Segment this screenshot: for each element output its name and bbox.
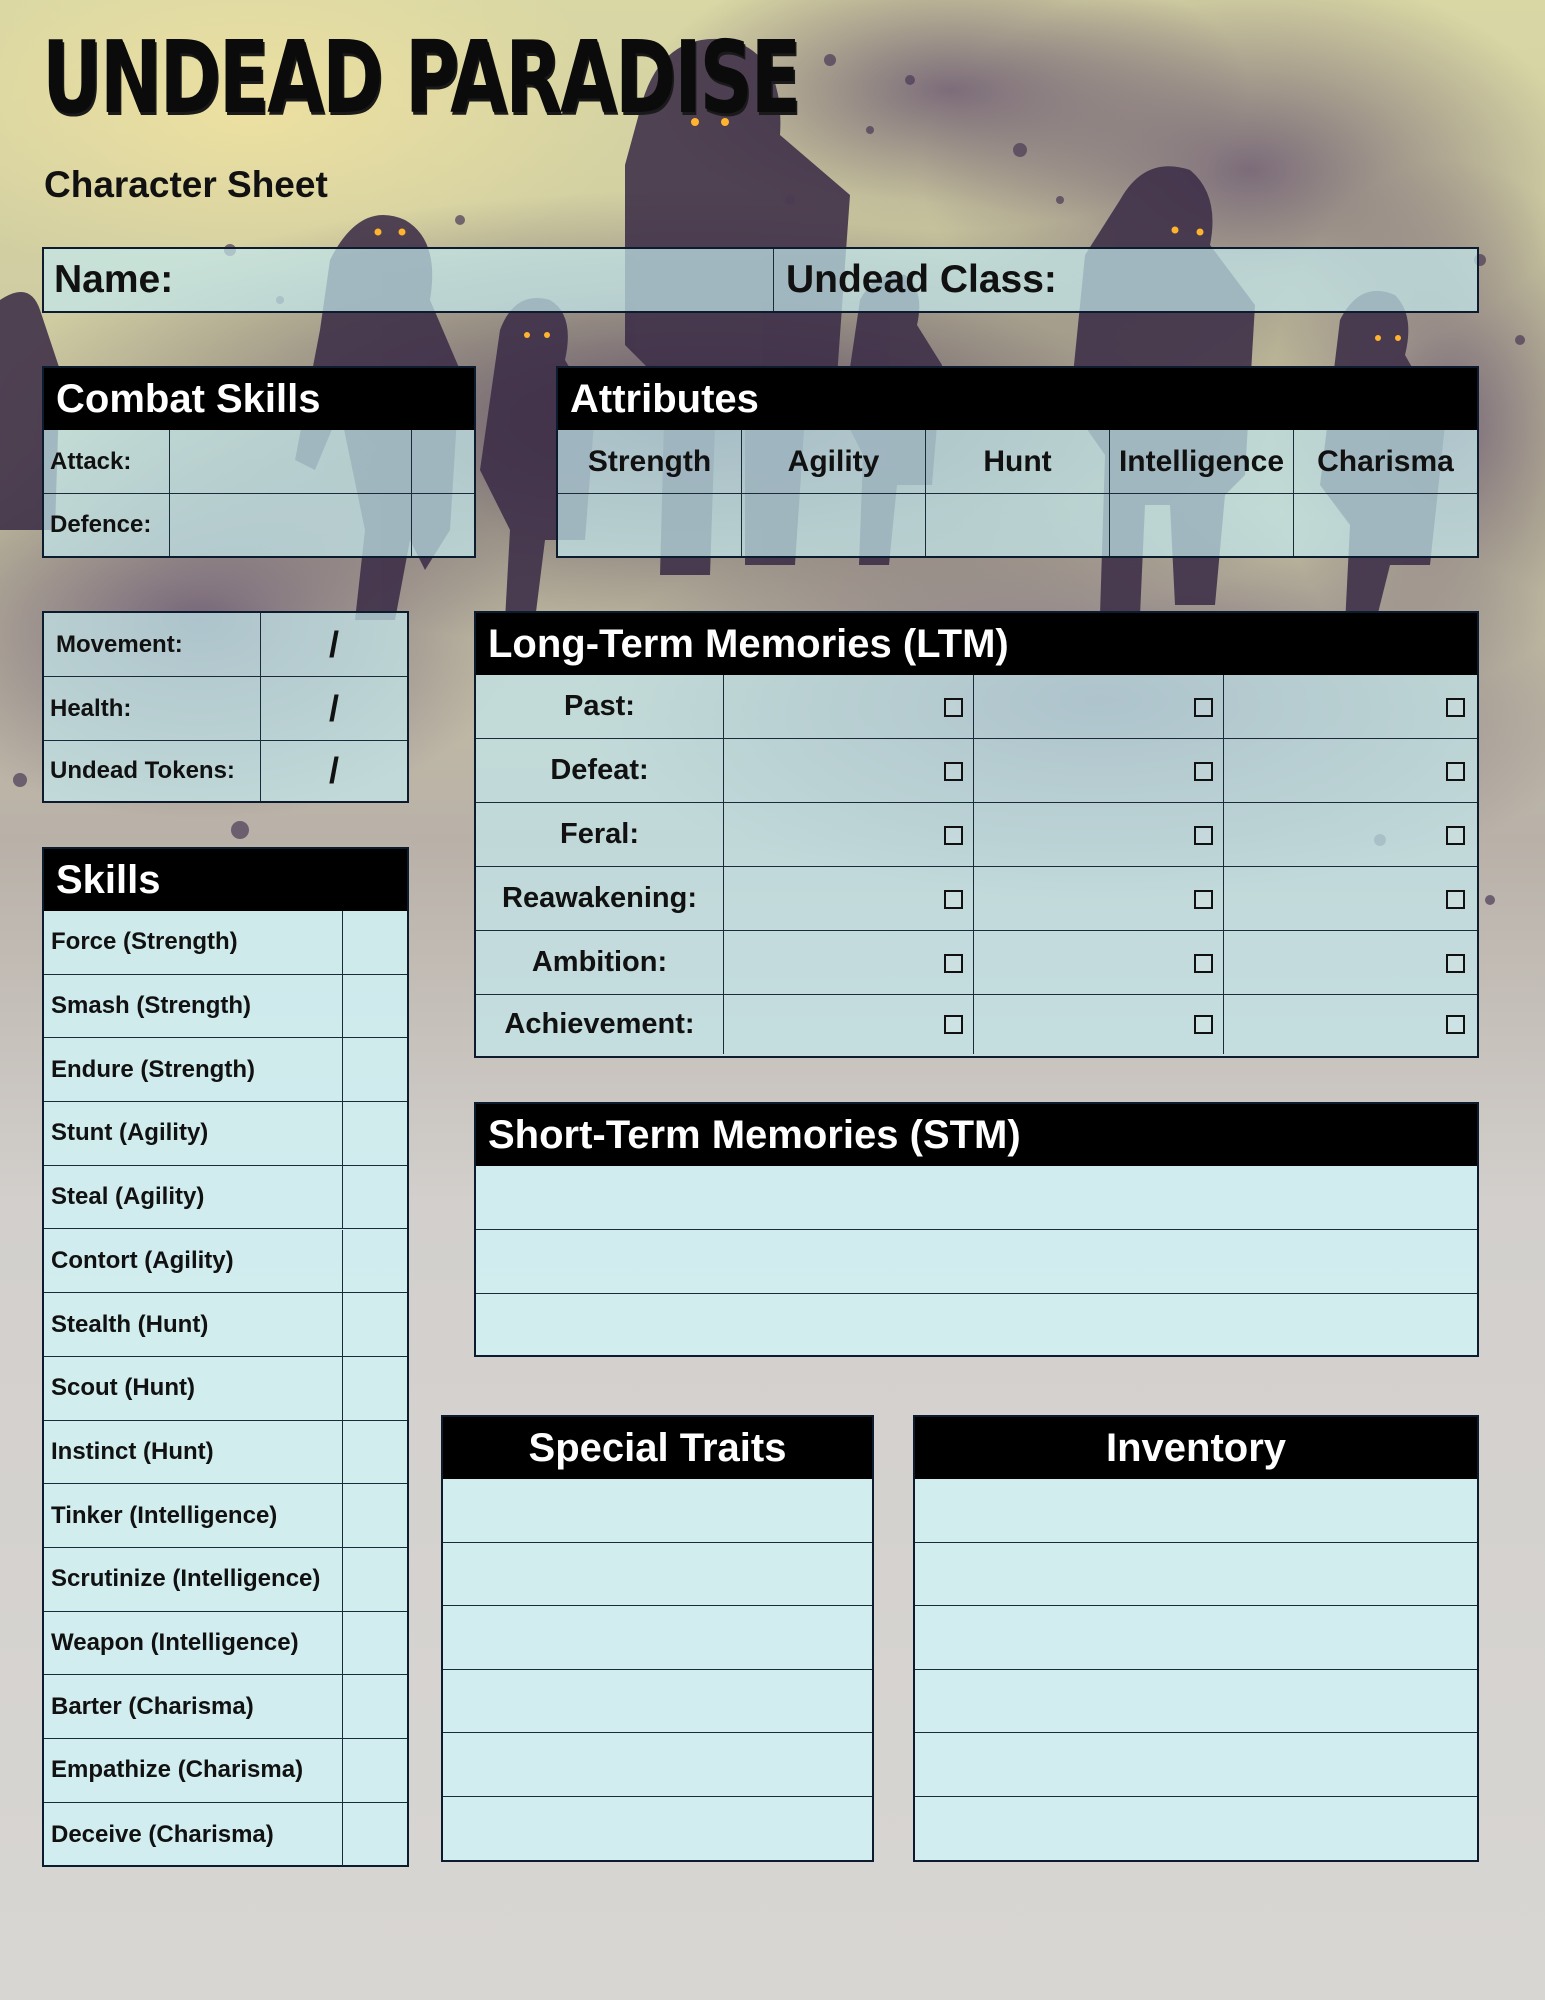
ltm-panel bbox=[474, 611, 1479, 1058]
movement-field[interactable] bbox=[261, 613, 407, 677]
ltm-reawakening-label: Reawakening: bbox=[476, 867, 724, 931]
inventory-line-6[interactable] bbox=[915, 1797, 1477, 1861]
ltm-defeat-checkbox-2[interactable] bbox=[1194, 762, 1213, 781]
inventory-line-2[interactable] bbox=[915, 1543, 1477, 1607]
skill-contort-agility-value-field[interactable] bbox=[343, 1230, 407, 1294]
attack-label: Attack: bbox=[44, 430, 170, 494]
skill-endure-strength-value-field[interactable] bbox=[343, 1038, 407, 1102]
attr-strength-field[interactable] bbox=[558, 494, 742, 556]
health-label: Health: bbox=[44, 677, 261, 741]
undead-tokens-label: Undead Tokens: bbox=[44, 741, 261, 801]
undead-class-field[interactable] bbox=[774, 249, 1477, 311]
status-panel bbox=[42, 611, 409, 803]
ltm-feral-slot-3[interactable] bbox=[1224, 803, 1477, 867]
stm-panel bbox=[474, 1102, 1479, 1357]
special-traits-panel bbox=[441, 1415, 874, 1862]
attack-value-field[interactable] bbox=[170, 430, 412, 494]
ltm-achievement-label: Achievement: bbox=[476, 995, 724, 1054]
ltm-ambition-checkbox-2[interactable] bbox=[1194, 954, 1213, 973]
attr-agility-field[interactable] bbox=[742, 494, 926, 556]
ltm-ambition-slot-2[interactable] bbox=[974, 931, 1224, 995]
skill-steal-agility-value-field[interactable] bbox=[343, 1166, 407, 1230]
skill-barter-charisma-value-field[interactable] bbox=[343, 1675, 407, 1739]
inventory-line-3[interactable] bbox=[915, 1606, 1477, 1670]
game-title: UNDEAD PARADISE bbox=[42, 19, 799, 136]
attr-strength-header: Strength bbox=[558, 430, 742, 494]
sheet-subtitle: Character Sheet bbox=[44, 164, 328, 205]
ltm-feral-slot-2[interactable] bbox=[974, 803, 1224, 867]
skill-contort-agility-label: Contort (Agility) bbox=[44, 1230, 343, 1294]
skill-stealth-hunt-label: Stealth (Hunt) bbox=[44, 1293, 343, 1357]
attr-hunt-field[interactable] bbox=[926, 494, 1110, 556]
special-traits-line-3[interactable] bbox=[443, 1606, 872, 1670]
skill-force-strength-value-field[interactable] bbox=[343, 911, 407, 975]
inventory-title: Inventory bbox=[915, 1417, 1477, 1479]
attr-intelligence-field[interactable] bbox=[1110, 494, 1294, 556]
ltm-reawakening-checkbox-2[interactable] bbox=[1194, 890, 1213, 909]
skill-barter-charisma-label: Barter (Charisma) bbox=[44, 1675, 343, 1739]
ltm-achievement-checkbox-3[interactable] bbox=[1446, 1015, 1465, 1034]
skill-scout-hunt-value-field[interactable] bbox=[343, 1357, 407, 1421]
special-traits-line-6[interactable] bbox=[443, 1797, 872, 1861]
stm-line-3[interactable] bbox=[476, 1294, 1477, 1355]
inventory-line-5[interactable] bbox=[915, 1733, 1477, 1797]
ltm-defeat-checkbox-3[interactable] bbox=[1446, 762, 1465, 781]
ltm-achievement-checkbox-1[interactable] bbox=[944, 1015, 963, 1034]
health-field[interactable] bbox=[261, 677, 407, 741]
special-traits-line-2[interactable] bbox=[443, 1543, 872, 1607]
special-traits-line-5[interactable] bbox=[443, 1733, 872, 1797]
skill-tinker-intelligence-label: Tinker (Intelligence) bbox=[44, 1484, 343, 1548]
skill-weapon-intelligence-label: Weapon (Intelligence) bbox=[44, 1612, 343, 1676]
inventory-panel bbox=[913, 1415, 1479, 1862]
identity-box bbox=[42, 247, 1479, 313]
ltm-achievement-slot-1[interactable] bbox=[724, 995, 974, 1054]
ltm-defeat-checkbox-1[interactable] bbox=[944, 762, 963, 781]
ltm-feral-checkbox-3[interactable] bbox=[1446, 826, 1465, 845]
attr-charisma-header: Charisma bbox=[1294, 430, 1477, 494]
ltm-defeat-slot-2[interactable] bbox=[974, 739, 1224, 803]
ltm-past-slot-1[interactable] bbox=[724, 675, 974, 739]
stm-line-2[interactable] bbox=[476, 1230, 1477, 1294]
ltm-past-slot-3[interactable] bbox=[1224, 675, 1477, 739]
ltm-feral-checkbox-1[interactable] bbox=[944, 826, 963, 845]
attack-bonus-field[interactable] bbox=[412, 430, 474, 494]
ltm-achievement-slot-2[interactable] bbox=[974, 995, 1224, 1054]
defence-label: Defence: bbox=[44, 494, 170, 556]
skill-deceive-charisma-value-field[interactable] bbox=[343, 1803, 407, 1867]
skill-instinct-hunt-value-field[interactable] bbox=[343, 1421, 407, 1485]
ltm-ambition-checkbox-3[interactable] bbox=[1446, 954, 1465, 973]
ltm-ambition-slot-3[interactable] bbox=[1224, 931, 1477, 995]
ltm-defeat-slot-3[interactable] bbox=[1224, 739, 1477, 803]
ltm-feral-label: Feral: bbox=[476, 803, 724, 867]
ltm-achievement-slot-3[interactable] bbox=[1224, 995, 1477, 1054]
skill-endure-strength-label: Endure (Strength) bbox=[44, 1038, 343, 1102]
skill-empathize-charisma-value-field[interactable] bbox=[343, 1739, 407, 1803]
ltm-reawakening-slot-2[interactable] bbox=[974, 867, 1224, 931]
special-traits-title: Special Traits bbox=[443, 1417, 872, 1479]
ltm-reawakening-slot-1[interactable] bbox=[724, 867, 974, 931]
skill-scrutinize-intelligence-label: Scrutinize (Intelligence) bbox=[44, 1548, 343, 1612]
ltm-reawakening-checkbox-1[interactable] bbox=[944, 890, 963, 909]
inventory-line-4[interactable] bbox=[915, 1670, 1477, 1734]
skills-panel bbox=[42, 847, 409, 1867]
name-label: Name: bbox=[54, 258, 174, 301]
ltm-defeat-slot-1[interactable] bbox=[724, 739, 974, 803]
skill-stunt-agility-value-field[interactable] bbox=[343, 1102, 407, 1166]
inventory-line-1[interactable] bbox=[915, 1479, 1477, 1543]
skill-scout-hunt-label: Scout (Hunt) bbox=[44, 1357, 343, 1421]
combat-skills-panel bbox=[42, 366, 476, 558]
stm-title: Short-Term Memories (STM) bbox=[476, 1104, 1477, 1166]
skill-force-strength-label: Force (Strength) bbox=[44, 911, 343, 975]
ltm-ambition-slot-1[interactable] bbox=[724, 931, 974, 995]
ltm-feral-slot-1[interactable] bbox=[724, 803, 974, 867]
movement-label: Movement: bbox=[44, 613, 261, 677]
ltm-past-checkbox-1[interactable] bbox=[944, 698, 963, 717]
skill-smash-strength-label: Smash (Strength) bbox=[44, 975, 343, 1039]
stm-line-1[interactable] bbox=[476, 1166, 1477, 1230]
ltm-achievement-checkbox-2[interactable] bbox=[1194, 1015, 1213, 1034]
skill-stealth-hunt-value-field[interactable] bbox=[343, 1293, 407, 1357]
skill-steal-agility-label: Steal (Agility) bbox=[44, 1166, 343, 1230]
ltm-past-checkbox-3[interactable] bbox=[1446, 698, 1465, 717]
skill-scrutinize-intelligence-value-field[interactable] bbox=[343, 1548, 407, 1612]
movement-separator: / bbox=[328, 623, 339, 665]
attr-charisma-field[interactable] bbox=[1294, 494, 1477, 556]
undead-tokens-field[interactable] bbox=[261, 741, 407, 801]
attributes-title: Attributes bbox=[558, 368, 1477, 430]
health-separator: / bbox=[328, 687, 339, 729]
ltm-feral-checkbox-2[interactable] bbox=[1194, 826, 1213, 845]
defence-bonus-field[interactable] bbox=[412, 494, 474, 556]
skill-smash-strength-value-field[interactable] bbox=[343, 975, 407, 1039]
skill-weapon-intelligence-value-field[interactable] bbox=[343, 1612, 407, 1676]
defence-value-field[interactable] bbox=[170, 494, 412, 556]
undead-tokens-separator: / bbox=[328, 750, 339, 791]
ltm-ambition-checkbox-1[interactable] bbox=[944, 954, 963, 973]
skill-empathize-charisma-label: Empathize (Charisma) bbox=[44, 1739, 343, 1803]
ltm-past-label: Past: bbox=[476, 675, 724, 739]
skills-title: Skills bbox=[44, 849, 407, 911]
special-traits-line-1[interactable] bbox=[443, 1479, 872, 1543]
ltm-defeat-label: Defeat: bbox=[476, 739, 724, 803]
skill-stunt-agility-label: Stunt (Agility) bbox=[44, 1102, 343, 1166]
ltm-ambition-label: Ambition: bbox=[476, 931, 724, 995]
attributes-panel bbox=[556, 366, 1479, 558]
undead-class-label: Undead Class: bbox=[786, 258, 1057, 301]
skill-tinker-intelligence-value-field[interactable] bbox=[343, 1484, 407, 1548]
ltm-reawakening-checkbox-3[interactable] bbox=[1446, 890, 1465, 909]
ltm-past-checkbox-2[interactable] bbox=[1194, 698, 1213, 717]
ltm-reawakening-slot-3[interactable] bbox=[1224, 867, 1477, 931]
name-field[interactable] bbox=[44, 249, 774, 311]
attr-agility-header: Agility bbox=[742, 430, 926, 494]
ltm-title: Long-Term Memories (LTM) bbox=[476, 613, 1477, 675]
ltm-past-slot-2[interactable] bbox=[974, 675, 1224, 739]
combat-skills-title: Combat Skills bbox=[44, 368, 474, 430]
attr-intelligence-header: Intelligence bbox=[1110, 430, 1294, 494]
attr-hunt-header: Hunt bbox=[926, 430, 1110, 494]
skill-deceive-charisma-label: Deceive (Charisma) bbox=[44, 1803, 343, 1867]
special-traits-line-4[interactable] bbox=[443, 1670, 872, 1734]
skill-instinct-hunt-label: Instinct (Hunt) bbox=[44, 1421, 343, 1485]
